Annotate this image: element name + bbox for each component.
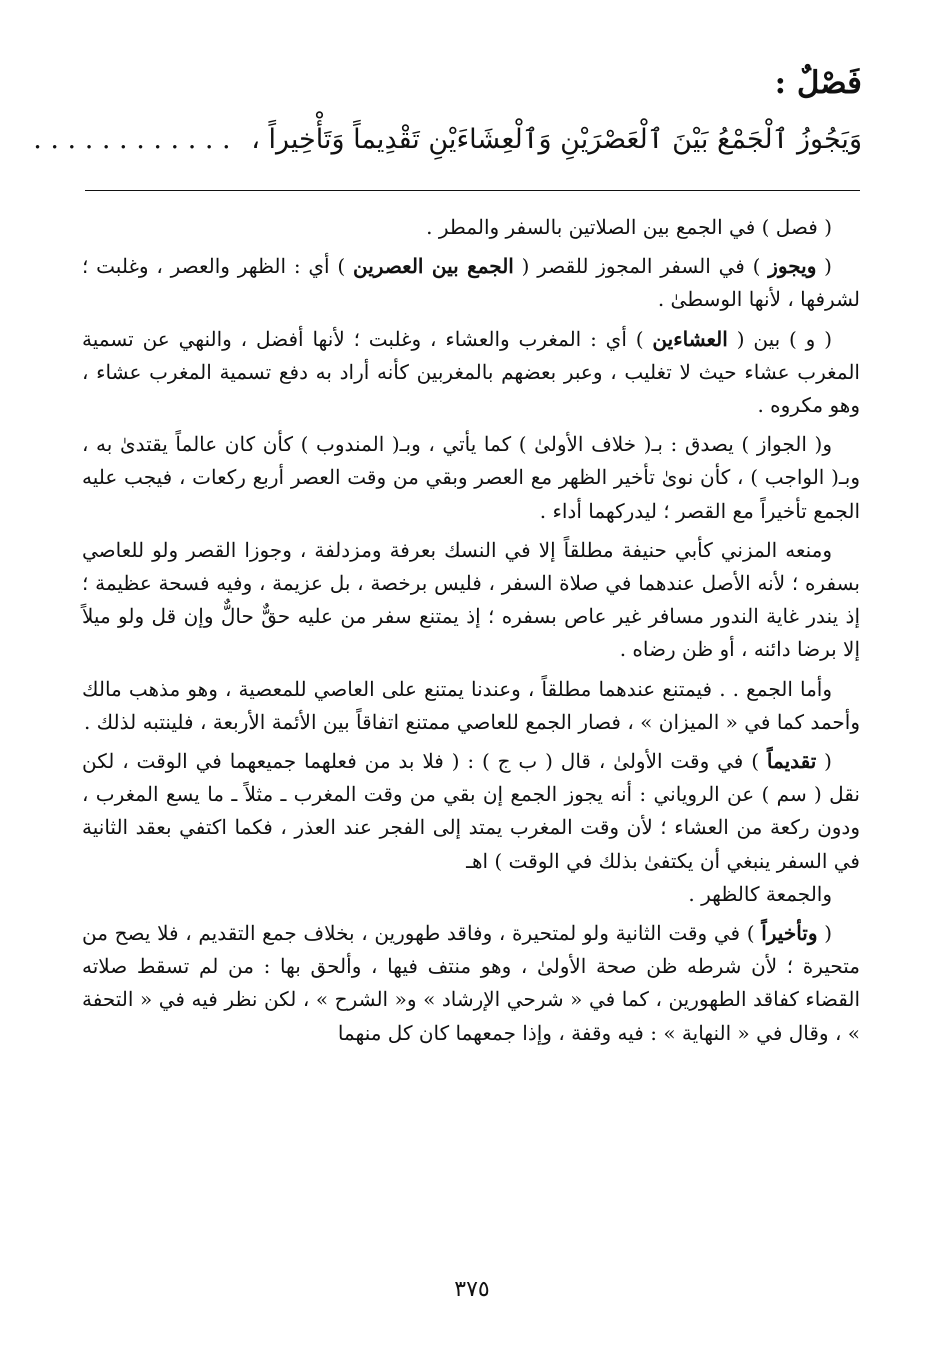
paragraph-2-text-a: ( <box>816 254 832 279</box>
paragraph-3-text-b: ) أي : المغرب والعشاء ، وغلبت ؛ لأنها أفضل ، والنهي عن تسمية المغرب عشاء حيث لا تغليب ، وعبر بعضهم بالمغربين كأنه أراد به دفع تسمية المغرب عشاء ، وهو مكروه . <box>82 326 860 418</box>
paragraph-8: والجمعة كالظهر . <box>688 881 832 906</box>
paragraph-9-text-a: ( <box>817 921 832 946</box>
ellipsis-dots: . . . . . . . . . . . . <box>33 124 231 155</box>
paragraph-2-text-b: ) في السفر المجوز للقصر ( <box>513 254 769 279</box>
paragraph-7-bold-a: تقديماً <box>766 749 817 774</box>
paragraph-5: ومنعه المزني كأبي حنيفة مطلقاً إلا في النسك بعرفة ومزدلفة ، وجوزا القصر ولو للعاصي بسفره ؛ لأنه الأصل عندهما في صلاة السفر ، فليس برخصة ، بل عزيمة ، وفيه فسحة عظيمة ؛ إذ يندر غاية الندور مسافر غير عاص بسفره ؛ إذ يمتنع سفر من عليه حقٌّ حالٌّ وإن قل ولو ميلاً إلا برضا دائنه ، أو ظن رضاه . <box>82 537 860 662</box>
main-text-line <box>33 120 862 161</box>
paragraph-7 <box>82 745 860 878</box>
paragraph-9-bold-a: وتأخيراً <box>761 921 818 946</box>
paragraph-9-text-b: ) في وقت الثانية ولو لمتحيرة ، وفاقد طهورين ، بخلاف جمع التقديم ، فلا يصح من متحيرة ؛ لأن شرطه ظن صحة الأولىٰ ، وهو منتف فيها ، وألحق بها : من لم تسقط صلاته القضاء كفاقد الطهورين ، كما في « شرحي الإرشاد » و« الشرح » ، لكن نظر فيه في « التحفة » ، وقال في « النهاية » : فيه وقفة ، وإذا جمعهما كان كل منهما <box>82 921 860 1045</box>
paragraph-7-text-b: ) في وقت الأولىٰ ، قال ( ب ج ) : ( فلا بد من فعلهما جميعهما في الوقت ، لكن نقل ( سم ) عن الروياني : أنه يجوز الجمع إن بقي من وقت المغرب ـ مثلاً ـ ما يسع المغرب ، ودون ركعة من العشاء ؛ لأن وقت المغرب يمتد إلى الفجر عند العذر ، فكما اكتفي بعقد الثانية في السفر ينبغي أن يكتفىٰ بذلك في الوقت ) اهـ <box>82 749 860 873</box>
main-text: وَيَجُوزُ ٱلْجَمْعُ بَيْنَ ٱلْعَصْرَيْنِ وَٱلْعِشَاءَيْنِ تَقْدِيماً وَتَأْخِيراً ، <box>251 124 862 155</box>
commentary-body <box>82 211 860 1056</box>
paragraph-3-text-a: ( و ) بين ( <box>727 326 832 351</box>
paragraph-2-text-c: ) أي : الظهر والعصر ، وغلبت ؛ لشرفها ، لأنها الوسطىٰ . <box>82 254 860 312</box>
page-number: ٣٧٥ <box>454 1277 490 1302</box>
paragraph-4: و( الجواز ) يصدق : بـ( خلاف الأولىٰ ) كما يأتي ، وبـ( المندوب ) كأن كان عالماً يقتدىٰ به ، وبـ( الواجب ) ، كأن نوىٰ تأخير الظهر مع العصر وبقي من وقت العصر أربع ركعات ، فيجب عليه الجمع تأخيراً مع القصر ؛ ليدركهما أداء . <box>82 432 860 523</box>
paragraph-6: وأما الجمع . . فيمتنع عندهما مطلقاً ، وعندنا يمتنع على العاصي للمعصية ، وهو مذهب مالك وأحمد كما في « الميزان » ، فصار الجمع للعاصي ممتنع اتفاقاً بين الأئمة الأربعة ، فلينتبه لذلك . <box>82 676 860 734</box>
separator-line <box>85 190 860 191</box>
paragraph-2-bold-a: ويجوز <box>768 254 817 279</box>
section-heading: فَصْلٌ : <box>774 65 862 101</box>
paragraph-1: ( فصل ) في الجمع بين الصلاتين بالسفر والمطر . <box>426 215 832 239</box>
paragraph-2-bold-b: الجمع بين العصرين <box>353 254 514 279</box>
paragraph-7-text-a: ( <box>816 749 832 774</box>
paragraph-3-bold-a: العشاءين <box>652 326 728 351</box>
paragraph-2 <box>82 250 860 316</box>
paragraph-9 <box>82 917 860 1050</box>
paragraph-3 <box>82 323 860 423</box>
